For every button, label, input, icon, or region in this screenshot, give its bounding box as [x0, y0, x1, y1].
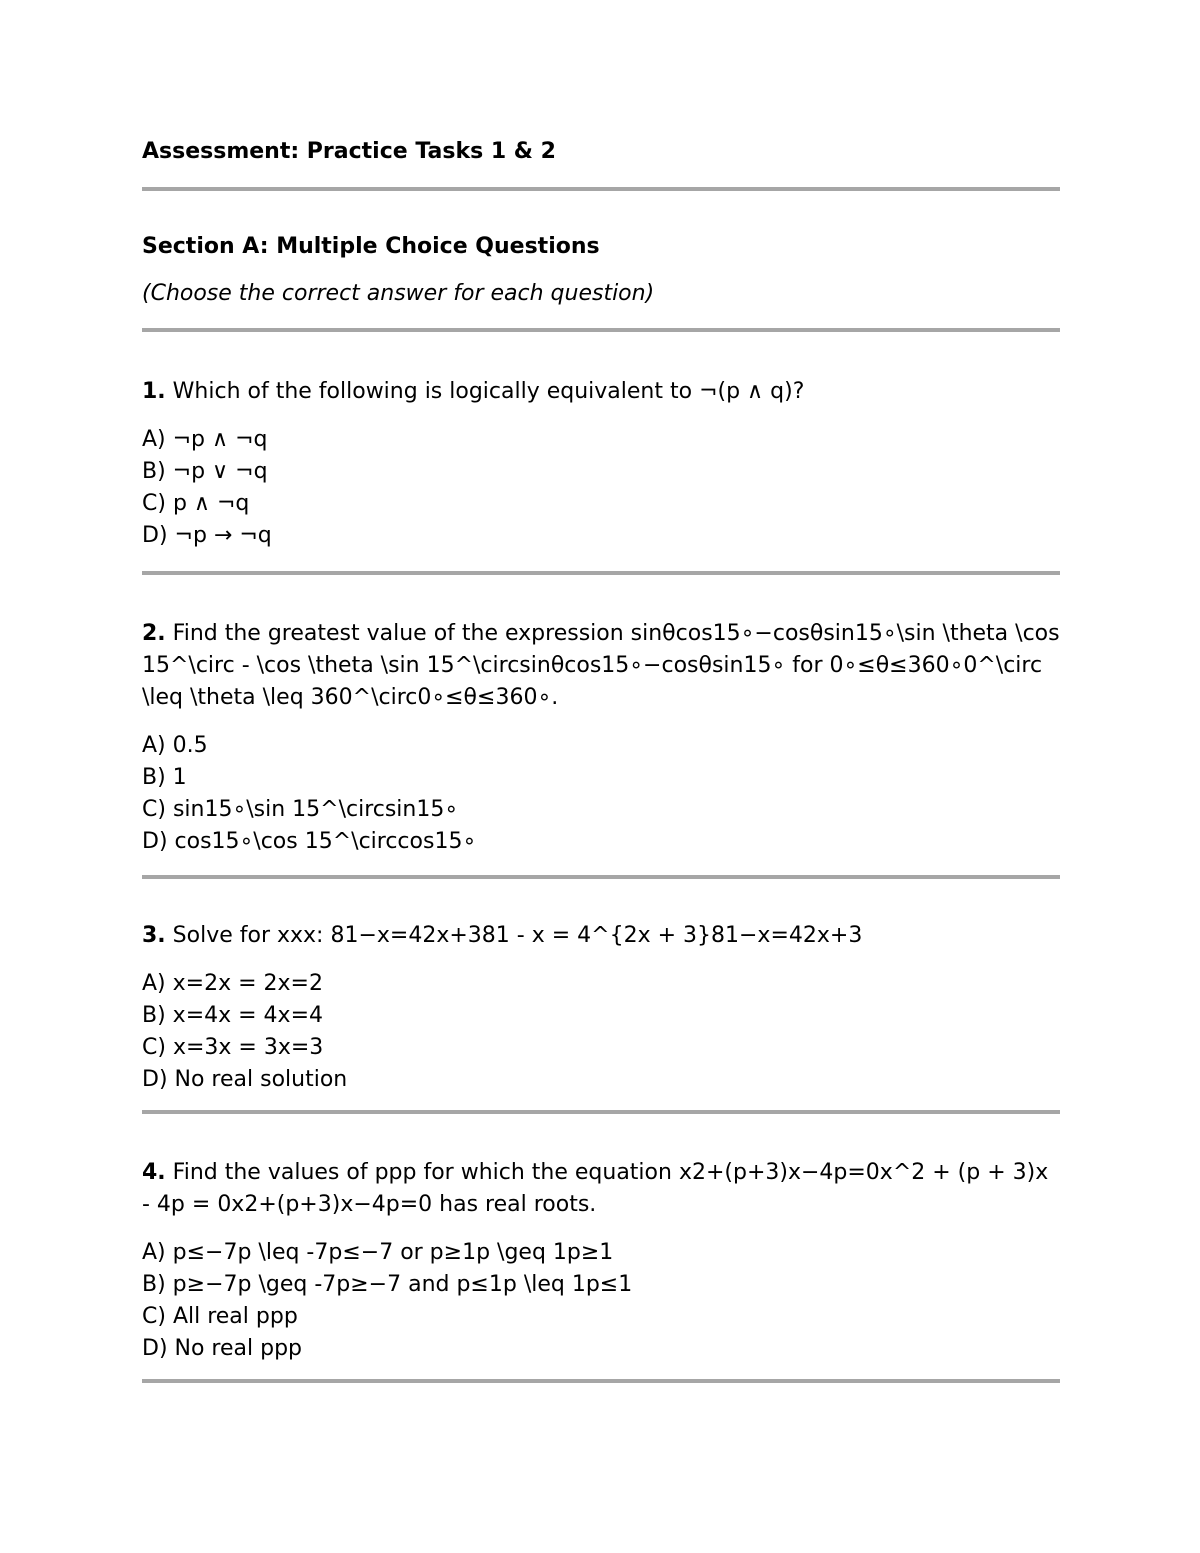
question-text	[142, 618, 1060, 714]
question-text	[142, 1157, 1060, 1221]
divider	[142, 1110, 1060, 1114]
question-prompt: Find the greatest value of the expression sinθcos15∘−cosθsin15∘\sin \theta \cos 15^\circ - \cos \theta \sin 15^\circsinθcos15∘−cosθsin15∘ for 0∘≤θ≤360∘0^\circ \leq \theta \leq 360^\circ0∘≤θ≤360∘.	[142, 621, 1060, 710]
question-text	[142, 920, 1060, 952]
option-a: A) ¬p ∧ ¬q	[142, 427, 268, 452]
document-title: Assessment: Practice Tasks 1 & 2	[142, 139, 556, 164]
question-prompt: Solve for xxx: 81−x=42x+381 - x = 4^{2x + 3}81−x=42x+3	[165, 923, 863, 948]
question-prompt: Which of the following is logically equivalent to ¬(p ∧ q)?	[165, 379, 805, 404]
answer-options	[142, 730, 1060, 858]
option-a: A) p≤−7p \leq -7p≤−7 or p≥1p \geq 1p≥1	[142, 1240, 614, 1265]
question-prompt: Find the values of ppp for which the equation x2+(p+3)x−4p=0x^2 + (p + 3)x - 4p = 0x2+(p+3)x−4p=0 has real roots.	[142, 1160, 1049, 1217]
question-3	[142, 920, 1060, 1096]
divider	[142, 571, 1060, 575]
option-c: C) All real ppp	[142, 1304, 298, 1329]
divider	[142, 1379, 1060, 1383]
section-title: Section A: Multiple Choice Questions	[142, 234, 600, 259]
option-c: C) p ∧ ¬q	[142, 491, 250, 516]
answer-options	[142, 1237, 1060, 1365]
section-instructions: (Choose the correct answer for each question)	[142, 281, 655, 306]
option-b: B) x=4x = 4x=4	[142, 1003, 324, 1028]
option-d: D) ¬p → ¬q	[142, 523, 272, 548]
option-d: D) No real ppp	[142, 1336, 303, 1361]
question-text	[142, 376, 1060, 408]
option-b: B) 1	[142, 765, 187, 790]
divider	[142, 187, 1060, 191]
option-b: B) p≥−7p \geq -7p≥−7 and p≤1p \leq 1p≤1	[142, 1272, 633, 1297]
option-d: D) cos15∘\cos 15^\circcos15∘	[142, 829, 477, 854]
answer-options	[142, 968, 1060, 1096]
divider	[142, 328, 1060, 332]
question-number: 4.	[142, 1160, 166, 1185]
question-1	[142, 376, 1060, 552]
option-a: A) 0.5	[142, 733, 208, 758]
divider	[142, 875, 1060, 879]
question-2	[142, 618, 1060, 858]
question-number: 2.	[142, 621, 166, 646]
option-c: C) sin15∘\sin 15^\circsin15∘	[142, 797, 459, 822]
option-a: A) x=2x = 2x=2	[142, 971, 323, 996]
option-b: B) ¬p ∨ ¬q	[142, 459, 268, 484]
option-d: D) No real solution	[142, 1067, 348, 1092]
question-number: 1.	[142, 379, 166, 404]
answer-options	[142, 424, 1060, 552]
question-4	[142, 1157, 1060, 1365]
option-c: C) x=3x = 3x=3	[142, 1035, 324, 1060]
question-number: 3.	[142, 923, 166, 948]
